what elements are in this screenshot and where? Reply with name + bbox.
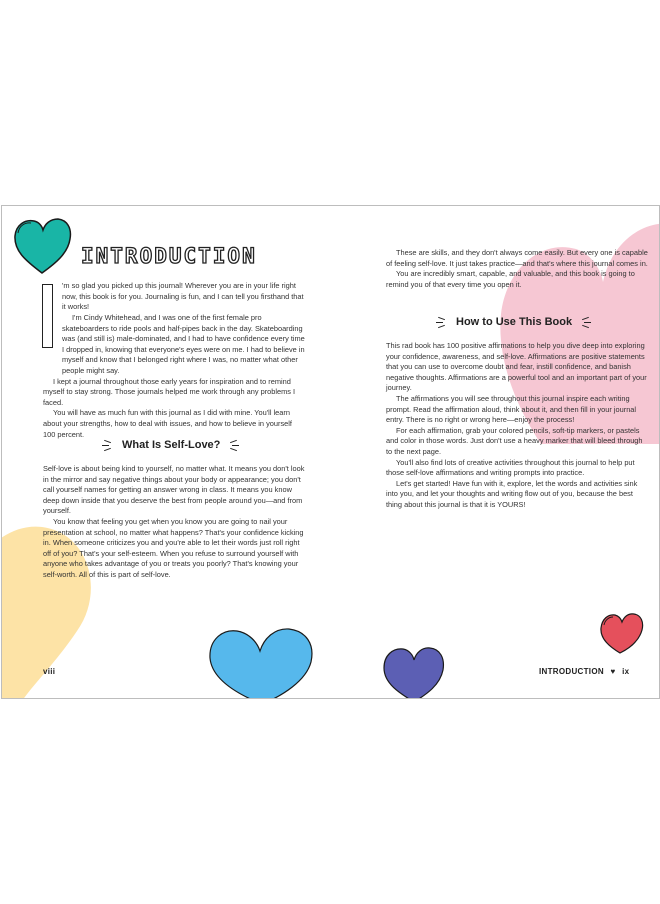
page-title: INTRODUCTION xyxy=(81,244,257,268)
teal-heart-icon xyxy=(12,213,74,275)
red-heart-icon xyxy=(598,611,644,655)
intro-paragraph: I kept a journal throughout those early years for inspiration and to remind myself to stay strong. Those journals helped me work through any problems I faced. xyxy=(43,376,296,407)
intro-text xyxy=(62,281,305,313)
subheading-how-to-use xyxy=(434,316,594,328)
intro-text-continued xyxy=(43,313,305,440)
running-footer xyxy=(539,667,629,676)
blue-heart-icon xyxy=(207,626,317,699)
burst-left-icon xyxy=(100,439,116,451)
intro-paragraph: You will have as much fun with this journal as I did with mine. You'll learn about your strengths, how to deal with issues, and how to believe in yourself 100 percent. xyxy=(43,408,292,439)
book-spread xyxy=(1,205,660,699)
self-love-text xyxy=(43,464,305,581)
indigo-heart-icon xyxy=(381,644,447,699)
section-paragraph: For each affirmation, grab your colored pencils, soft-tip markers, or pastels and color in those words. Just don't use a heavy marker that will bleed through to the next page. xyxy=(386,425,643,456)
right-page xyxy=(331,206,659,698)
left-page xyxy=(2,206,331,698)
burst-right-icon xyxy=(578,316,594,328)
subheading-text: How to Use This Book xyxy=(456,316,573,328)
how-to-use-text xyxy=(386,341,649,511)
small-heart-icon: ♥ xyxy=(610,667,616,676)
section-paragraph: This rad book has 100 positive affirmations to help you dive deep into exploring your confidence, awareness, and self-love. Affirmations are positive statements that you can use to overcome doubt and fear, instill confidence, and banish negative thoughts. Affirmations are a powerful tool and an important part of your journey. xyxy=(386,341,647,393)
subheading-self-love xyxy=(100,439,242,451)
section-paragraph: You'll also find lots of creative activities throughout this journal to help put those self-love affirmations and writing prompts into practice. xyxy=(386,457,635,478)
right-top-text xyxy=(386,248,649,290)
intro-paragraph: 'm so glad you picked up this journal! Wherever you are in your life right now, this book is for you. Journaling is fun, and I can tell you firsthand that it works! xyxy=(62,281,304,312)
section-paragraph: You know that feeling you get when you know you are going to nail your presentation at school, no matter what happens? That's your confidence kicking in. When someone criticizes you and you're able to let their words just roll right off of you? That's your self-esteem. When you refuse to surround yourself with anyone who takes advantage of you or treats you poorly? That's knowing your self-worth. All of this is part of self-love. xyxy=(43,516,304,579)
page-number-left: viii xyxy=(43,667,56,676)
section-paragraph: Let's get started! Have fun with it, explore, let the words and activities sink into you, and let your thoughts and writing flow out of you, because the best thing about this journal is that it is YOURS! xyxy=(386,478,638,509)
section-paragraph: Self-love is about being kind to yourself, no matter what. It means you don't look in the mirror and say negative things about your body or appearance; you don't call yourself names for getting an answer wrong in class. It means you know deep down inside that you deserve the best from people around you—and from yourself. xyxy=(43,464,305,516)
burst-right-icon xyxy=(226,439,242,451)
section-paragraph: The affirmations you will see throughout this journal inspire each writing prompt. Read the affirmation aloud, think about it, and then fill in your journal entry. There is no right or wrong here—enjoy the process! xyxy=(386,393,637,425)
subheading-text: What Is Self-Love? xyxy=(122,439,221,451)
page-number-right: ix xyxy=(622,667,630,676)
burst-left-icon xyxy=(434,316,450,328)
intro-paragraph: I'm Cindy Whitehead, and I was one of the first female pro skateboarders to ride pools and half-pipes back in the day. Skateboarding was (and still is) male-dominated, and I had to have confidence every time I dropped in, knowing that everyone's eyes were on me. I had to believe in myself and know that I belonged right where I was, no matter what other people might say. xyxy=(62,313,305,375)
running-head: INTRODUCTION xyxy=(539,667,604,676)
top-paragraph: You are incredibly smart, capable, and valuable, and this book is going to remind you of that every time you open it. xyxy=(386,269,635,289)
top-paragraph: These are skills, and they don't always come easily. But every one is capable of feeling self-love. It just takes practice—and that's where this journal comes in. xyxy=(386,248,648,268)
